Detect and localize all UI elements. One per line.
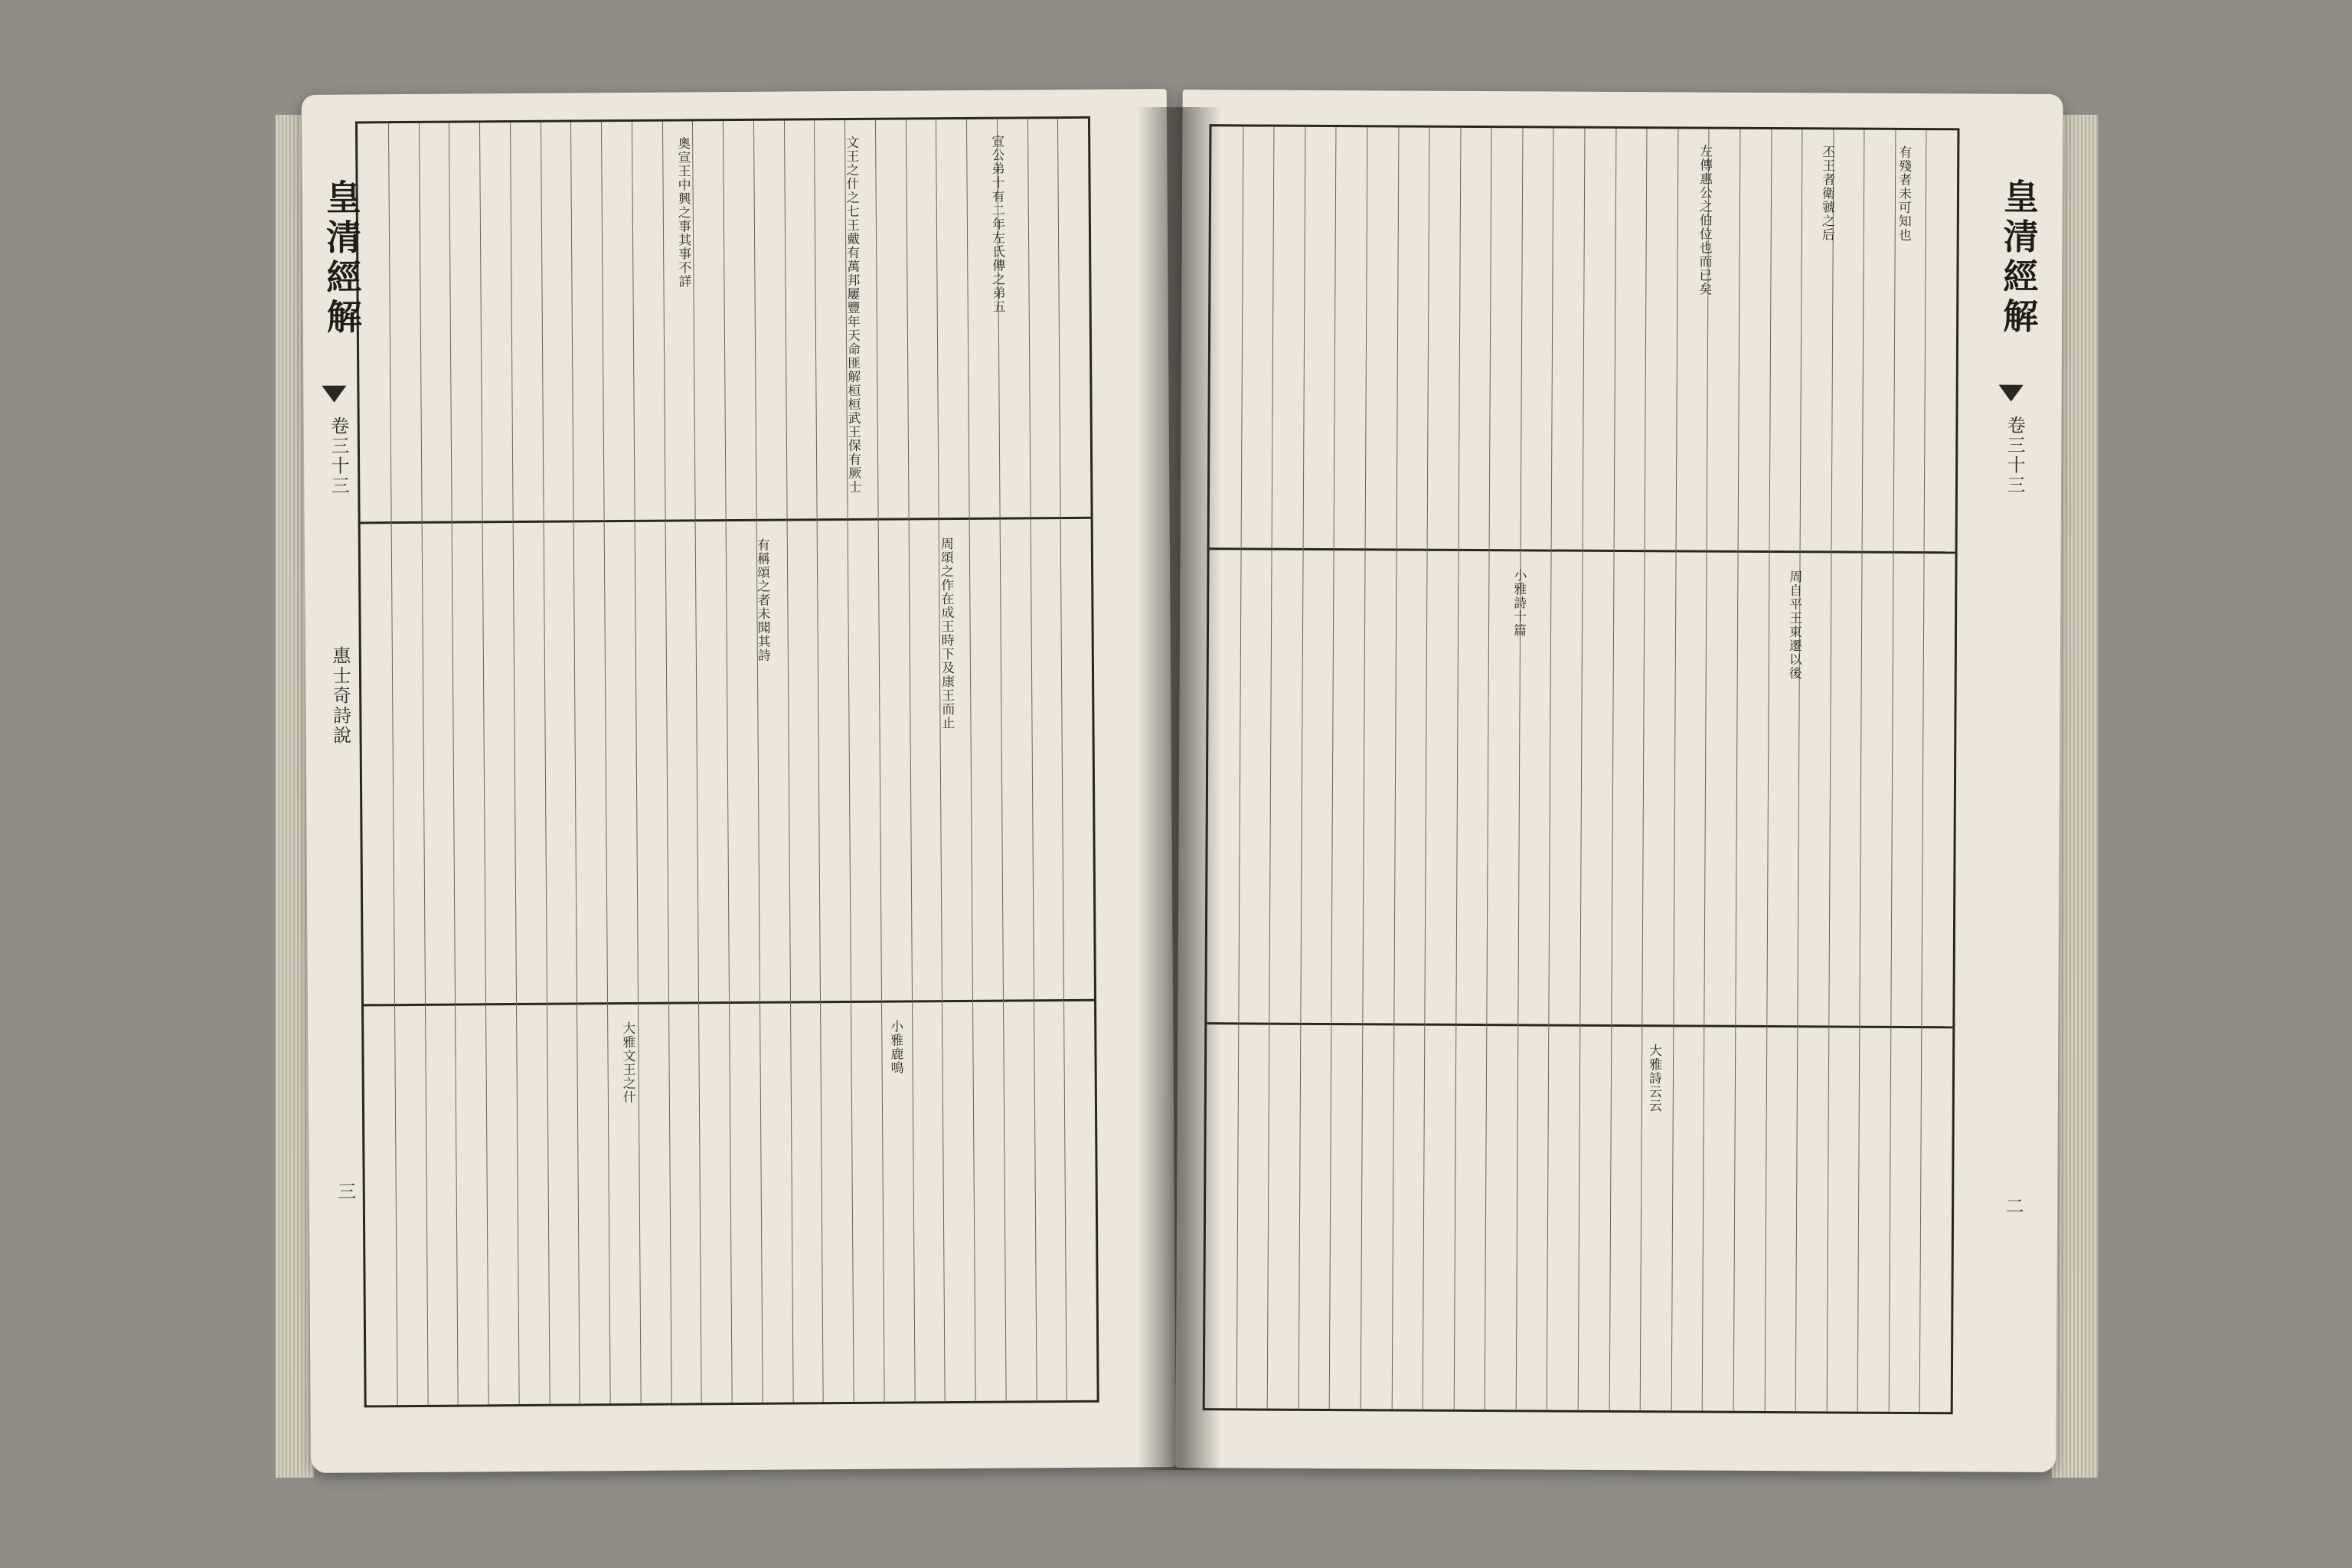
column-rule — [1329, 127, 1337, 1409]
text-column: 大雅詩云云 — [1645, 1044, 1662, 1113]
right-page-frame — [1203, 124, 1960, 1414]
text-column: 左傳惠公之伯位也而已矣 — [1696, 144, 1713, 296]
folio-number: 三 — [334, 1181, 356, 1202]
column-rule — [388, 123, 398, 1405]
column-rule — [662, 122, 671, 1403]
column-rule — [1361, 127, 1368, 1409]
text-column: 有稱頌之者未聞其詩 — [753, 537, 770, 662]
column-rule — [1298, 127, 1305, 1409]
column-rule — [1578, 129, 1586, 1410]
text-column: 周自平王東遷以後 — [1785, 570, 1802, 681]
column-rule — [1057, 119, 1067, 1400]
column-rule — [783, 121, 793, 1403]
column-rule — [449, 123, 459, 1405]
left-page — [302, 89, 1177, 1473]
left-column-rules — [358, 119, 1097, 1406]
fish-tail-mark — [1999, 385, 2024, 402]
text-column: 小雅鹿鳴 — [887, 1019, 903, 1075]
column-rule — [875, 120, 885, 1402]
column-rule — [1027, 119, 1037, 1400]
text-column: 大雅文王之什 — [619, 1021, 635, 1105]
column-rule — [418, 123, 428, 1405]
column-rule — [1391, 127, 1399, 1409]
text-column: 奧宣王中興之事其事不詳 — [675, 136, 691, 289]
column-rule — [966, 119, 976, 1401]
fish-tail-mark — [322, 386, 346, 403]
column-rule — [1857, 130, 1865, 1412]
column-rule — [1453, 128, 1461, 1410]
column-rule — [510, 122, 520, 1404]
page-title: 皇清經解 — [320, 178, 363, 338]
text-column: 文王之什之七王戴有萬邦屢豐年天命匪解桓桓武王保有厥士 — [843, 135, 861, 495]
column-rule — [1547, 129, 1554, 1410]
column-rule — [1764, 129, 1772, 1411]
column-rule — [1485, 128, 1492, 1410]
column-rule — [1609, 129, 1616, 1410]
column-rule — [1919, 130, 1927, 1412]
text-column: 有殘者未可知也 — [1895, 145, 1912, 242]
column-rule — [1423, 128, 1430, 1410]
folio-number: 二 — [2002, 1196, 2024, 1217]
column-rule — [601, 122, 611, 1403]
column-rule — [905, 119, 915, 1401]
column-rule — [723, 121, 733, 1403]
column-rule — [540, 122, 550, 1404]
author-note: 惠士奇詩說 — [328, 645, 351, 746]
right-column-rules — [1205, 126, 1958, 1412]
right-page — [1175, 90, 2063, 1472]
left-page-frame — [355, 116, 1099, 1408]
column-rule — [1733, 129, 1741, 1411]
book-gutter — [1137, 107, 1221, 1470]
volume-label: 卷三十三 — [327, 416, 350, 496]
column-rule — [1267, 127, 1275, 1409]
open-book — [230, 92, 2159, 1493]
text-column: 周頌之作在成王時下及康王而止 — [937, 537, 955, 730]
column-rule — [692, 121, 702, 1403]
column-rule — [1671, 129, 1678, 1410]
text-column: 丕王者衛虢之后 — [1818, 145, 1835, 242]
text-column: 小雅詩十篇 — [1510, 568, 1527, 638]
column-rule — [479, 122, 489, 1404]
page-title: 皇清經解 — [1998, 178, 2040, 338]
text-column: 宣公弟十有二年左氏傳之弟五 — [988, 134, 1005, 314]
column-rule — [814, 120, 824, 1402]
column-rule — [1236, 126, 1243, 1408]
volume-label: 卷三十三 — [2003, 415, 2026, 495]
column-rule — [570, 122, 580, 1404]
